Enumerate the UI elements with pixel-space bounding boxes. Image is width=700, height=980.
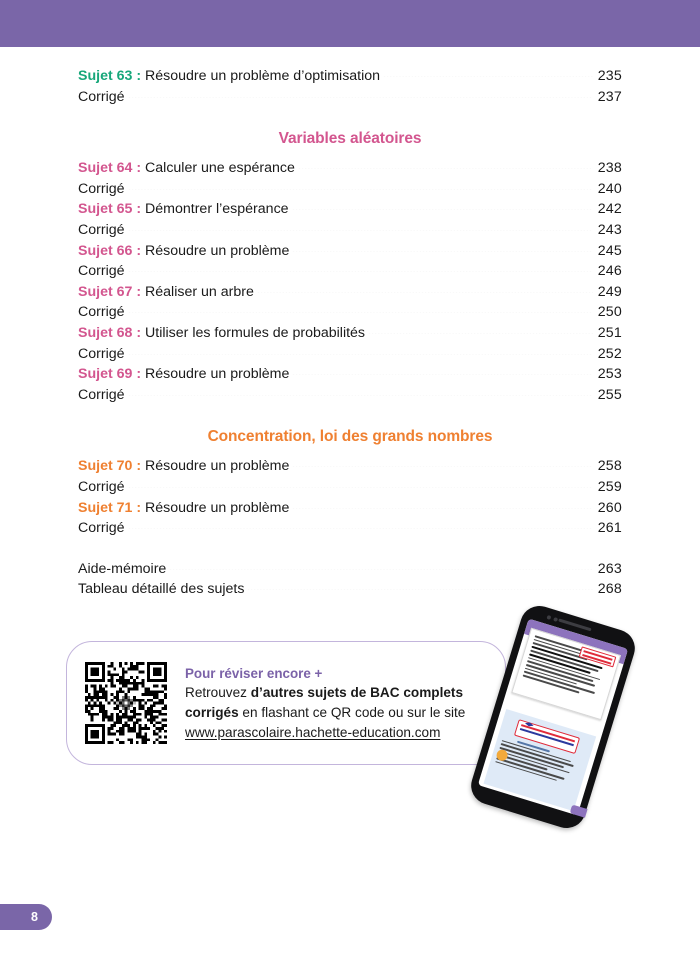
toc-entry-page: 240 <box>597 180 622 197</box>
toc-entry-page: 268 <box>597 581 622 598</box>
toc-entry <box>78 498 622 519</box>
section-heading: Concentration, loi des grands nombres <box>207 428 493 446</box>
dot-leader <box>292 209 593 210</box>
toc-entry-label <box>78 282 254 303</box>
toc-entry-page: 251 <box>597 324 622 341</box>
toc-entry-page: 238 <box>597 160 622 177</box>
toc-entry <box>78 323 622 344</box>
table-of-contents <box>78 66 622 600</box>
toc-entry-page: 259 <box>597 478 622 495</box>
toc-entry-page: 249 <box>597 283 622 300</box>
toc-entry-sujet: Sujet 65 : <box>78 201 146 218</box>
dot-leader <box>298 168 593 169</box>
toc-entry-sujet: Sujet 71 : <box>78 499 146 516</box>
toc-entry-label <box>78 302 125 323</box>
dot-leader <box>247 589 593 590</box>
toc-entry-title: Corrigé <box>78 221 125 238</box>
toc-entry-label <box>78 579 244 600</box>
toc-entry-sujet: Sujet 68 : <box>78 324 146 341</box>
trailing-spacer <box>78 539 622 559</box>
toc-entry-page: 263 <box>597 560 622 577</box>
toc-entry-title: Aide-mémoire <box>78 560 167 577</box>
toc-entry-page: 258 <box>597 458 622 475</box>
toc-entry <box>78 302 622 323</box>
toc-entry-title: Résoudre un problème <box>145 242 290 259</box>
promo-heading: Pour réviser encore + <box>185 665 323 681</box>
toc-entry <box>78 261 622 282</box>
toc-entry-title: Corrigé <box>78 263 125 280</box>
promo-text-block <box>185 664 465 742</box>
toc-entry-page: 250 <box>597 304 622 321</box>
toc-entry-page: 242 <box>597 201 622 218</box>
top-purple-band <box>0 0 700 47</box>
toc-entry-title: Calculer une espérance <box>145 160 295 177</box>
promo-line2-rest: en flashant ce QR code ou sur le site <box>238 705 466 720</box>
phone-content-card-bottom <box>483 709 596 811</box>
toc-entry <box>78 477 622 498</box>
toc-entry <box>78 282 622 303</box>
promo-line-1 <box>185 683 465 703</box>
toc-entry-title: Résoudre un problème d’optimisation <box>145 68 381 84</box>
section-heading: Variables aléatoires <box>278 130 422 148</box>
dot-leader <box>128 354 593 355</box>
dot-leader <box>128 312 593 313</box>
dot-leader <box>292 374 593 375</box>
toc-entry <box>78 579 622 600</box>
toc-entry-label <box>78 179 125 200</box>
dot-leader <box>128 395 593 396</box>
promo-line-2 <box>185 703 465 723</box>
toc-entry-page: 245 <box>597 242 622 259</box>
heading-spacer <box>78 446 622 456</box>
toc-entry-label <box>78 477 125 498</box>
toc-entry-title: Corrigé <box>78 520 125 537</box>
toc-entry-title: Résoudre un problème <box>145 499 290 516</box>
toc-entry <box>78 199 622 220</box>
promo-line2-bold: corrigés <box>185 705 239 720</box>
heading-spacer <box>78 148 622 158</box>
phone-screen <box>478 619 628 816</box>
qr-code <box>85 662 167 744</box>
phone-body <box>466 601 639 832</box>
dot-leader <box>128 189 593 190</box>
toc-entry-page: 255 <box>597 386 622 403</box>
toc-entry-page: 235 <box>597 68 622 84</box>
toc-entry-page: 243 <box>597 221 622 238</box>
toc-entry <box>78 66 622 87</box>
toc-entry <box>78 158 622 179</box>
toc-entry-title: Réaliser un arbre <box>145 283 254 300</box>
toc-entry-title: Utiliser les formules de probabilités <box>145 324 366 341</box>
toc-entry-title: Corrigé <box>78 180 125 197</box>
toc-entry-label <box>78 323 365 344</box>
promo-url-link[interactable]: www.parascolaire.hachette-education.com <box>185 724 441 740</box>
toc-entry-title: Résoudre un problème <box>145 458 290 475</box>
toc-entry-label <box>78 261 125 282</box>
toc-entry <box>78 385 622 406</box>
section-spacer <box>78 405 622 428</box>
toc-entry-title: Résoudre un problème <box>145 366 290 383</box>
promo-box <box>66 641 506 765</box>
dot-leader <box>383 76 593 77</box>
toc-entry-title: Tableau détaillé des sujets <box>78 581 245 598</box>
toc-entry <box>78 241 622 262</box>
toc-entry-label <box>78 364 289 385</box>
dot-leader <box>292 508 593 509</box>
toc-entry-sujet: Sujet 69 : <box>78 366 146 383</box>
phone-illustration <box>470 600 660 830</box>
phone-camera-icon <box>547 614 552 619</box>
toc-entry-sujet: Sujet 67 : <box>78 283 146 300</box>
toc-entry-page: 237 <box>597 88 622 105</box>
toc-entry <box>78 456 622 477</box>
toc-entry-label <box>78 385 125 406</box>
toc-entry-title: Corrigé <box>78 478 125 495</box>
toc-entry-title: Corrigé <box>78 345 125 362</box>
toc-entry <box>78 559 622 580</box>
toc-entry-sujet: Sujet 70 : <box>78 458 146 475</box>
dot-leader <box>128 487 593 488</box>
toc-entry-page: 260 <box>597 499 622 516</box>
toc-entry-title: Corrigé <box>78 304 125 321</box>
toc-entry-label <box>78 66 380 87</box>
toc-entry-title: Corrigé <box>78 88 125 105</box>
toc-entry-title: Corrigé <box>78 386 125 403</box>
dot-leader <box>292 251 593 252</box>
promo-line1-bold: d’autres sujets de BAC complets <box>250 685 464 701</box>
dot-leader <box>169 569 593 570</box>
toc-entry-label <box>78 456 289 477</box>
toc-entry-label <box>78 518 125 539</box>
toc-entry-sujet: Sujet 63 : <box>78 68 146 84</box>
dot-leader <box>128 271 593 272</box>
toc-entry-sujet: Sujet 66 : <box>78 242 146 259</box>
toc-entry-label <box>78 220 125 241</box>
toc-entry-label <box>78 87 125 108</box>
toc-entry-page: 252 <box>597 345 622 362</box>
toc-entry-label <box>78 559 166 580</box>
toc-entry-label <box>78 344 125 365</box>
toc-entry <box>78 220 622 241</box>
toc-entry-label <box>78 158 295 179</box>
toc-entry <box>78 344 622 365</box>
toc-entry <box>78 364 622 385</box>
toc-entry <box>78 87 622 108</box>
toc-entry-sujet: Sujet 64 : <box>78 160 146 177</box>
toc-entry <box>78 179 622 200</box>
toc-entry-page: 261 <box>597 520 622 537</box>
dot-leader <box>257 292 593 293</box>
promo-line1-prefix: Retrouvez <box>185 685 251 701</box>
toc-entry-title: Démontrer l’espérance <box>145 201 289 218</box>
dot-leader <box>128 97 593 98</box>
dot-leader <box>128 230 593 231</box>
phone-side-tab <box>570 804 588 817</box>
dot-leader <box>128 528 593 529</box>
section-spacer <box>78 107 622 130</box>
toc-entry <box>78 518 622 539</box>
page-number-badge: 8 <box>0 904 52 930</box>
dot-leader <box>292 466 593 467</box>
dot-leader <box>368 333 593 334</box>
toc-entry-label <box>78 199 289 220</box>
toc-entry-label <box>78 498 289 519</box>
toc-entry-page: 246 <box>597 263 622 280</box>
toc-entry-label <box>78 241 289 262</box>
toc-entry-page: 253 <box>597 366 622 383</box>
